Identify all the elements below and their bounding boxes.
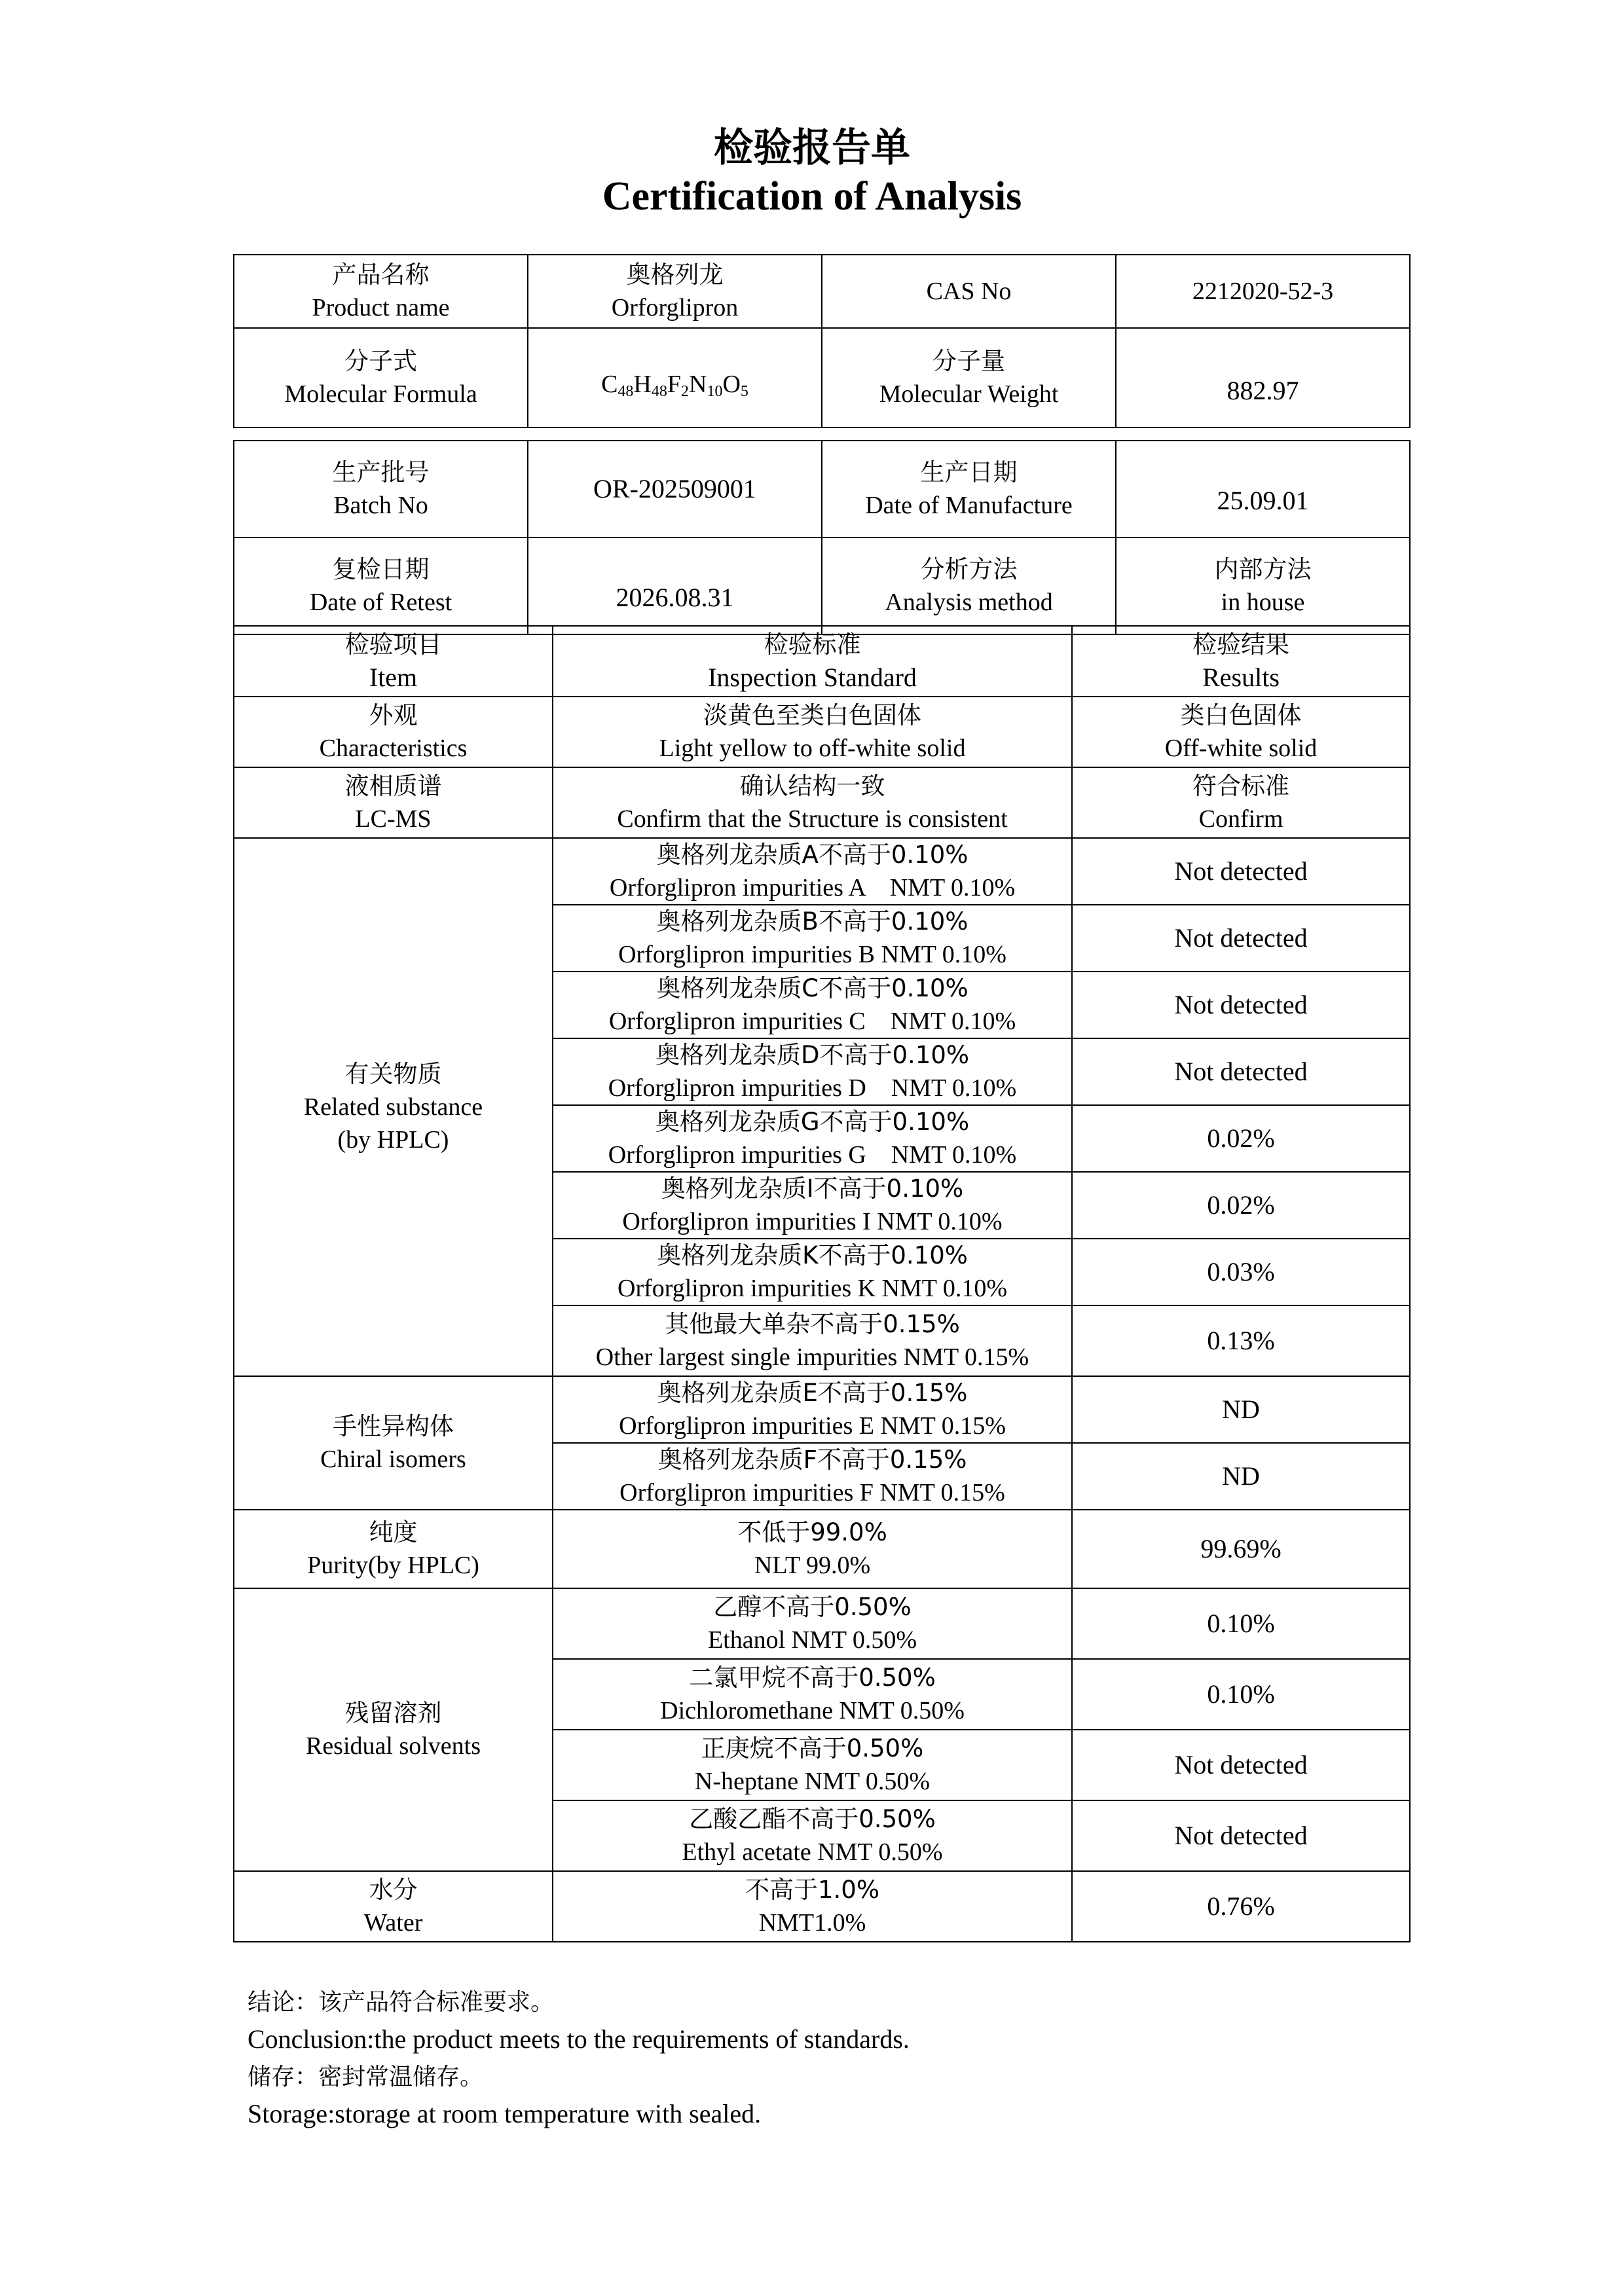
table-row: [234, 1510, 1410, 1588]
item-cell-solvents: [234, 1588, 553, 1871]
cas-value-text: 2212020-52-3: [1192, 278, 1334, 305]
formula-subscript: 2: [681, 382, 690, 400]
retest-value: [528, 538, 822, 634]
document-title-cn: 检验报告单: [714, 125, 910, 171]
standard-cn: 确认结构一致: [739, 772, 885, 800]
standard-en: Ethyl acetate NMT 0.50%: [682, 1838, 943, 1866]
standard-cell: [553, 1376, 1072, 1443]
standard-en: Other largest single impurities NMT 0.15%: [595, 1343, 1029, 1371]
standard-cell: [553, 1172, 1072, 1239]
standard-cn: 乙酸乙酯不高于0.50%: [689, 1805, 936, 1833]
result-cell: [1072, 1871, 1410, 1942]
label-cn: 产品名称: [332, 261, 430, 289]
label-en: Date of Manufacture: [865, 492, 1073, 519]
table-row: [234, 697, 1410, 767]
batch-value: [528, 441, 822, 538]
label-cn: 生产日期: [920, 458, 1018, 486]
formula-subscript: 10: [707, 382, 723, 400]
product-info-table: [233, 254, 1411, 428]
result-cell: [1072, 1105, 1410, 1172]
standard-cell: [553, 838, 1072, 905]
standard-en: Orforglipron impurities C NMT 0.10%: [608, 1008, 1016, 1035]
document-title-en: Certification of Analysis: [602, 174, 1022, 219]
mw-value: [1116, 328, 1410, 428]
item-cn: 纯度: [369, 1518, 418, 1546]
label-cn: 生产批号: [332, 458, 430, 486]
result-value: ND: [1222, 1461, 1260, 1491]
item-cell-related: [234, 838, 553, 1376]
standard-en: Orforglipron impurities E NMT 0.15%: [619, 1412, 1006, 1440]
item-cn: 外观: [369, 701, 418, 729]
result-cell: [1072, 972, 1410, 1038]
mfg-value: [1116, 441, 1410, 538]
standard-cn: 奥格列龙杂质E不高于0.15%: [657, 1379, 968, 1407]
batch-label: [234, 441, 528, 538]
result-value: 99.69%: [1200, 1534, 1282, 1563]
standard-cell: [553, 1239, 1072, 1305]
result-cn: 符合标准: [1192, 772, 1289, 800]
label-en: Batch No: [333, 492, 428, 519]
batch-info-table: [233, 440, 1411, 635]
item-cell: [234, 697, 553, 767]
standard-cn: 奥格列龙杂质G不高于0.10%: [655, 1108, 970, 1136]
result-value: Not detected: [1174, 1057, 1308, 1086]
value-en: in house: [1221, 589, 1305, 616]
result-value: 0.02%: [1207, 1123, 1275, 1153]
cas-value: [1116, 255, 1410, 328]
standard-cell: [553, 767, 1072, 838]
item-cell-chiral: [234, 1376, 553, 1510]
value-cn: 奥格列龙: [626, 261, 724, 289]
table-row: [234, 1588, 1410, 1659]
cas-label-text: CAS No: [926, 278, 1012, 305]
standard-cn: 奥格列龙杂质D不高于0.10%: [655, 1041, 970, 1069]
item-cell: [234, 1871, 553, 1942]
label-en: Molecular Weight: [879, 380, 1059, 408]
table-row: [234, 767, 1410, 838]
value-en: Orforglipron: [611, 294, 739, 321]
standard-cn: 不低于99.0%: [737, 1518, 887, 1546]
item-cell: [234, 1510, 553, 1588]
mw-label: [822, 328, 1116, 428]
label-en: Product name: [312, 294, 450, 321]
result-cell: [1072, 1239, 1410, 1305]
standard-en: Confirm that the Structure is consistent: [617, 805, 1008, 833]
result-cell: [1072, 1305, 1410, 1376]
batch-value-text: OR-202509001: [593, 474, 756, 503]
standard-cell: [553, 1800, 1072, 1871]
standard-en: Dichloromethane NMT 0.50%: [660, 1697, 965, 1724]
result-value: Not detected: [1174, 1750, 1308, 1779]
header-results: [1072, 626, 1410, 697]
result-value: 0.10%: [1207, 1679, 1275, 1709]
standard-cell: [553, 905, 1072, 972]
standard-en: Orforglipron impurities F NMT 0.15%: [619, 1479, 1005, 1506]
cas-label: [822, 255, 1116, 328]
conclusion-en: Conclusion:the product meets to the requirements of standards.: [248, 2024, 910, 2054]
product-name-label: [234, 255, 528, 328]
item-en: Residual solvents: [305, 1732, 481, 1760]
result-cell: [1072, 1172, 1410, 1239]
standard-en: Orforglipron impurities B NMT 0.10%: [618, 941, 1006, 968]
formula-subscript: 5: [740, 382, 748, 400]
results-table: [233, 625, 1411, 1942]
result-cell: [1072, 905, 1410, 972]
molecular-formula: [601, 371, 748, 398]
result-value: 0.03%: [1207, 1257, 1275, 1286]
item-cn: 有关物质: [344, 1060, 442, 1088]
standard-cn: 二氯甲烷不高于0.50%: [689, 1664, 936, 1692]
item-cn: 水分: [369, 1876, 418, 1904]
standard-cn: 奥格列龙杂质C不高于0.10%: [656, 974, 969, 1002]
result-value: Not detected: [1174, 1821, 1308, 1850]
item-en: Related substance: [303, 1093, 483, 1121]
formula-element: O: [722, 370, 741, 398]
storage-en: Storage:storage at room temperature with sealed.: [248, 2099, 762, 2128]
result-value: ND: [1222, 1394, 1260, 1424]
method-value: [1116, 538, 1410, 634]
item-en: Water: [363, 1909, 423, 1937]
method-label: [822, 538, 1116, 634]
result-value: Not detected: [1174, 923, 1308, 953]
formula-value: [528, 328, 822, 428]
item-cn: 残留溶剂: [344, 1699, 442, 1727]
standard-en: NLT 99.0%: [754, 1552, 871, 1579]
standard-cn: 正庚烷不高于0.50%: [701, 1734, 924, 1762]
label-cn: 复检日期: [332, 555, 430, 583]
result-value: 0.13%: [1207, 1326, 1275, 1355]
standard-en: Ethanol NMT 0.50%: [707, 1626, 917, 1654]
result-en: Off-white solid: [1164, 735, 1318, 762]
standard-cell: [553, 1871, 1072, 1942]
item-cell: [234, 767, 553, 838]
standard-en: Light yellow to off-white solid: [659, 735, 966, 762]
label-cn: 分析方法: [920, 555, 1018, 583]
formula-subscript: 48: [618, 382, 634, 400]
standard-en: N-heptane NMT 0.50%: [694, 1768, 931, 1795]
standard-en: Orforglipron impurities D NMT 0.10%: [608, 1074, 1017, 1102]
header-item: [234, 626, 553, 697]
result-cell: [1072, 1376, 1410, 1443]
label-en: Analysis method: [885, 589, 1053, 616]
label-cn: 分子式: [344, 347, 417, 375]
item-en: LC-MS: [355, 805, 432, 833]
item-en: Chiral isomers: [320, 1446, 466, 1473]
standard-cn: 不高于1.0%: [745, 1876, 879, 1904]
result-cell: [1072, 1038, 1410, 1105]
formula-label: [234, 328, 528, 428]
conclusion-cn: 结论：该产品符合标准要求。: [248, 1989, 555, 2016]
result-cell: [1072, 1510, 1410, 1588]
standard-cn: 乙醇不高于0.50%: [713, 1593, 912, 1621]
label-en: Molecular Formula: [284, 380, 477, 408]
table-row: [234, 1871, 1410, 1942]
standard-cell: [553, 1105, 1072, 1172]
result-value: 0.76%: [1207, 1891, 1275, 1921]
result-cell: [1072, 1800, 1410, 1871]
item-en: Characteristics: [319, 735, 468, 762]
storage-cn: 储存：密封常温储存。: [248, 2064, 484, 2090]
table-row: [234, 1376, 1410, 1443]
item-cn: 液相质谱: [344, 772, 442, 800]
standard-cell: [553, 1305, 1072, 1376]
item-cn: 手性异构体: [333, 1412, 454, 1440]
standard-cell: [553, 1659, 1072, 1730]
formula-element: C: [601, 370, 618, 398]
standard-en: Orforglipron impurities I NMT 0.10%: [622, 1208, 1003, 1235]
result-cell: [1072, 1730, 1410, 1800]
result-value: 0.10%: [1207, 1609, 1275, 1638]
result-value: 0.02%: [1207, 1190, 1275, 1220]
table-row: [234, 838, 1410, 905]
retest-value-text: 2026.08.31: [616, 583, 734, 612]
result-value: Not detected: [1174, 856, 1308, 886]
item-en-sub: (by HPLC): [337, 1126, 449, 1154]
standard-cn: 奥格列龙杂质A不高于0.10%: [656, 841, 969, 869]
header-standard: [553, 626, 1072, 697]
formula-element: F: [667, 370, 682, 398]
label-en: Inspection Standard: [708, 663, 917, 692]
label-cn: 检验标准: [764, 630, 861, 659]
result-en: Confirm: [1198, 805, 1283, 833]
mw-value-text: 882.97: [1227, 376, 1299, 405]
result-value: Not detected: [1174, 990, 1308, 1019]
formula-element: H: [633, 370, 652, 398]
results-header-row: [234, 626, 1410, 697]
standard-cell: [553, 1038, 1072, 1105]
standard-en: Orforglipron impurities K NMT 0.10%: [618, 1275, 1007, 1302]
standard-cn: 其他最大单杂不高于0.15%: [665, 1310, 960, 1338]
result-cn: 类白色固体: [1180, 701, 1302, 729]
result-cell: [1072, 1659, 1410, 1730]
result-cell: [1072, 697, 1410, 767]
standard-cell: [553, 1588, 1072, 1659]
standard-cell: [553, 972, 1072, 1038]
retest-label: [234, 538, 528, 634]
label-cn: 分子量: [932, 347, 1005, 375]
standard-en: Orforglipron impurities A NMT 0.10%: [609, 874, 1016, 902]
standard-en: NMT1.0%: [758, 1909, 866, 1937]
standard-en: Orforglipron impurities G NMT 0.10%: [608, 1141, 1017, 1169]
result-cell: [1072, 767, 1410, 838]
result-cell: [1072, 1443, 1410, 1510]
result-cell: [1072, 1588, 1410, 1659]
mfg-value-text: 25.09.01: [1217, 486, 1309, 515]
label-cn: 检验结果: [1192, 630, 1289, 659]
label-en: Results: [1202, 663, 1280, 692]
product-name-value: [528, 255, 822, 328]
standard-cell: [553, 1730, 1072, 1800]
value-cn: 内部方法: [1214, 555, 1312, 583]
label-en: Item: [369, 663, 418, 692]
result-cell: [1072, 838, 1410, 905]
standard-cn: 淡黄色至类白色固体: [703, 701, 921, 729]
formula-element: N: [689, 370, 707, 398]
standard-cn: 奥格列龙杂质K不高于0.10%: [657, 1241, 968, 1269]
formula-subscript: 48: [651, 382, 667, 400]
standard-cell: [553, 1443, 1072, 1510]
standard-cell: [553, 1510, 1072, 1588]
standard-cn: 奥格列龙杂质B不高于0.10%: [656, 907, 969, 936]
standard-cn: 奥格列龙杂质F不高于0.15%: [657, 1446, 967, 1474]
standard-cell: [553, 697, 1072, 767]
label-en: Date of Retest: [309, 589, 452, 616]
item-en: Purity(by HPLC): [307, 1552, 479, 1579]
standard-cn: 奥格列龙杂质I不高于0.10%: [661, 1175, 964, 1203]
label-cn: 检验项目: [344, 630, 442, 659]
mfg-label: [822, 441, 1116, 538]
